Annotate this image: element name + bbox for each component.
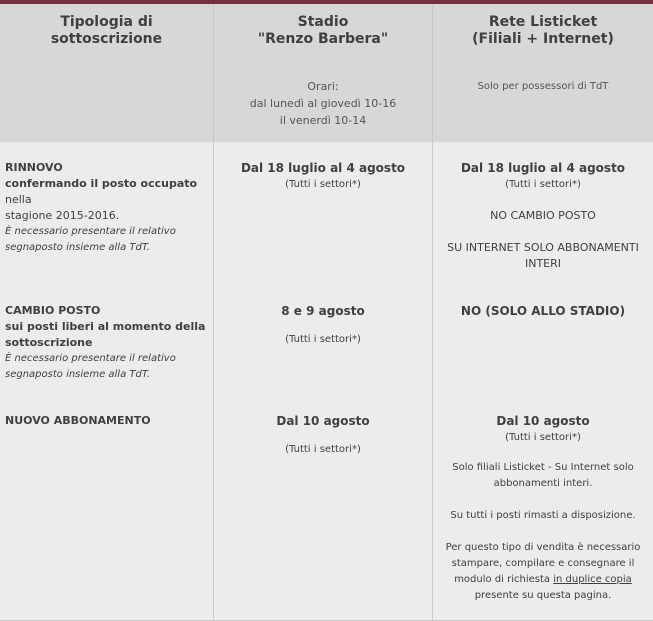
listicket-internet-1: SU INTERNET SOLO ABBONAMENTI: [447, 241, 639, 254]
stadio-cambio: [214, 303, 432, 348]
header-type-line2: sottoscrizione: [50, 31, 163, 47]
stadio-nuovo-date: Dal 10 agosto: [276, 414, 370, 428]
rinnovo-title: RINNOVO: [5, 161, 63, 174]
header-stadio-line1: Stadio: [297, 14, 349, 30]
listicket-p2: Su tutti i posti rimasti a disposizione.: [450, 510, 636, 521]
subscription-table: [0, 4, 653, 621]
stadio-hours-friday: il venerdì 10-14: [279, 114, 367, 127]
listicket-rinnovo-sectors: (Tutti i settori*): [505, 179, 581, 190]
listicket-nuovo: [433, 413, 653, 604]
listicket-p3-line3: modulo di richiesta in duplice copia: [454, 574, 632, 585]
cambio-title: CAMBIO POSTO: [5, 304, 101, 317]
listicket-p1-line1: Solo filiali Listicket - Su Internet solo: [452, 462, 634, 473]
listicket-nuovo-date: Dal 10 agosto: [496, 414, 590, 428]
rinnovo-subtitle-1: confermando il posto occupato nella: [5, 177, 198, 206]
rinnovo-note-2: segnaposto insieme alla TdT.: [5, 242, 150, 253]
stadio-rinnovo-sectors: (Tutti i settori*): [285, 179, 361, 190]
row-rinnovo-label: [5, 160, 210, 256]
body-cell-listicket: [433, 142, 653, 621]
stadio-rinnovo-date: Dal 18 luglio al 4 agosto: [240, 161, 406, 175]
duplicate-copy-link[interactable]: in duplice copia: [553, 574, 632, 585]
listicket-note: Solo per possessori di TdT: [477, 81, 609, 92]
column-stadio: [213, 4, 432, 621]
header-type-line1: Tipologia di: [60, 14, 153, 30]
cambio-note-2: segnaposto insieme alla TdT.: [5, 369, 150, 380]
stadio-nuovo-sectors: (Tutti i settori*): [285, 444, 361, 455]
listicket-rinnovo: [433, 160, 653, 272]
column-subscription-type: [0, 4, 213, 621]
header-cell-stadio: [214, 4, 432, 142]
stadio-cambio-sectors: (Tutti i settori*): [285, 334, 361, 345]
row-cambio-posto-label: [5, 303, 210, 383]
stadio-rinnovo: [214, 160, 432, 193]
stadio-cambio-date: 8 e 9 agosto: [281, 304, 365, 318]
listicket-nuovo-sectors: (Tutti i settori*): [505, 432, 581, 443]
listicket-p3-line2: stampare, compilare e consegnare il: [451, 558, 635, 569]
stadio-hours-weekdays: dal lunedì al giovedì 10-16: [249, 97, 397, 110]
body-cell-types: [0, 142, 213, 621]
header-listicket-line2: (Filiali + Internet): [472, 31, 614, 47]
listicket-p3-line1: Per questo tipo di vendita è necessario: [445, 542, 641, 553]
header-cell-type: [0, 4, 213, 142]
column-listicket: [432, 4, 653, 621]
rinnovo-note-1: È necessario presentare il relativo: [5, 226, 176, 237]
cambio-subtitle-1: sui posti liberi al momento della: [5, 320, 206, 333]
listicket-internet-2: INTERI: [524, 257, 562, 270]
listicket-cambio-text: NO (SOLO ALLO STADIO): [460, 304, 626, 318]
cambio-note-1: È necessario presentare il relativo: [5, 353, 176, 364]
header-stadio-line2: "Renzo Barbera": [257, 31, 389, 47]
stadio-hours-label: Orari:: [307, 80, 339, 93]
row-nuovo-label: [5, 413, 210, 429]
listicket-no-cambio: NO CAMBIO POSTO: [490, 209, 596, 222]
rinnovo-subtitle-2: stagione 2015-2016.: [5, 209, 120, 222]
stadio-nuovo: [214, 413, 432, 458]
listicket-cambio: [433, 303, 653, 320]
cambio-subtitle-2: sottoscrizione: [5, 336, 93, 349]
header-listicket-line1: Rete Listicket: [488, 14, 598, 30]
header-cell-listicket: [433, 4, 653, 142]
listicket-p1-line2: abbonamenti interi.: [493, 478, 593, 489]
nuovo-title: NUOVO ABBONAMENTO: [5, 414, 151, 427]
listicket-p3-line4: presente su questa pagina.: [474, 590, 612, 601]
body-cell-stadio: [214, 142, 432, 621]
listicket-rinnovo-date: Dal 18 luglio al 4 agosto: [460, 161, 626, 175]
